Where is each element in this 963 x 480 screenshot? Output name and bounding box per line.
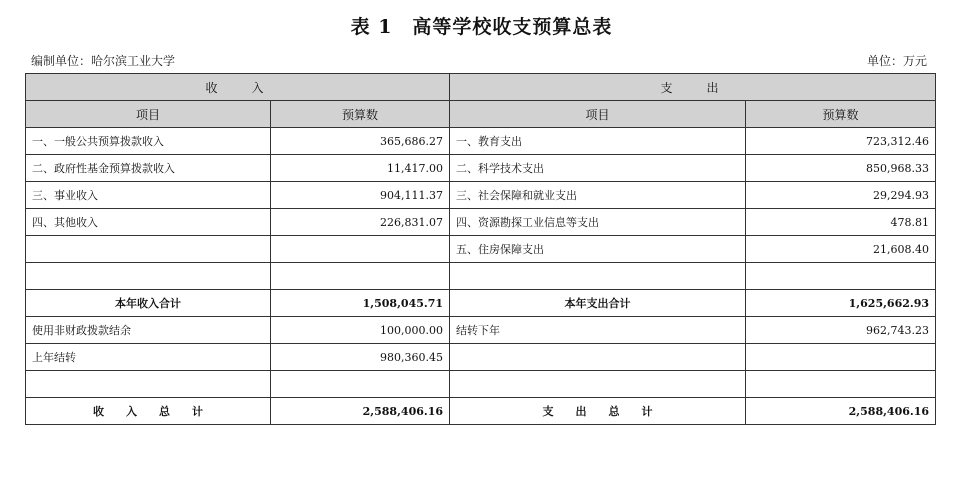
expense-item: 三、社会保障和就业支出	[450, 182, 746, 209]
expense-value: 962,743.23	[746, 317, 936, 344]
expense-item	[450, 344, 746, 371]
expense-section-header: 支出	[450, 74, 936, 101]
currency-unit: 单位：万元	[866, 54, 927, 68]
income-value: 904,111.37	[271, 182, 450, 209]
year-expense-total-value: 1,625,662.93	[746, 290, 936, 317]
expense-item: 一、教育支出	[450, 128, 746, 155]
expense-value: 29,294.93	[746, 182, 936, 209]
income-value: 226,831.07	[271, 209, 450, 236]
income-item: 三、事业收入	[26, 182, 271, 209]
income-item: 上年结转	[26, 344, 271, 371]
table-row	[26, 209, 936, 236]
table-row	[26, 317, 936, 344]
income-value: 11,417.00	[271, 155, 450, 182]
grand-expense-total-label: 支出总计	[450, 398, 746, 425]
expense-value	[746, 371, 936, 398]
income-section-header: 收入	[26, 74, 450, 101]
table-row	[26, 236, 936, 263]
compiling-unit: 编制单位：哈尔滨工业大学	[31, 54, 176, 68]
income-item: 二、政府性基金预算拨款收入	[26, 155, 271, 182]
income-item: 使用非财政拨款结余	[26, 317, 271, 344]
expense-value	[746, 263, 936, 290]
expense-value	[746, 344, 936, 371]
expense-value: 723,312.46	[746, 128, 936, 155]
expense-value: 21,608.40	[746, 236, 936, 263]
income-value: 980,360.45	[271, 344, 450, 371]
grand-total-row	[26, 398, 936, 425]
expense-amount-header: 预算数	[746, 101, 936, 128]
table-row	[26, 128, 936, 155]
year-income-total-value: 1,508,045.71	[271, 290, 450, 317]
expense-item: 结转下年	[450, 317, 746, 344]
year-total-row	[26, 290, 936, 317]
header-row-sections	[26, 74, 936, 101]
expense-item	[450, 371, 746, 398]
expense-item: 四、资源勘探工业信息等支出	[450, 209, 746, 236]
expense-item: 五、住房保障支出	[450, 236, 746, 263]
income-item: 四、其他收入	[26, 209, 271, 236]
income-item	[26, 371, 271, 398]
table-row	[26, 344, 936, 371]
income-value	[271, 236, 450, 263]
income-item: 一、一般公共预算拨款收入	[26, 128, 271, 155]
income-item-header: 项目	[26, 101, 271, 128]
income-value	[271, 371, 450, 398]
table-row	[26, 263, 936, 290]
income-value: 365,686.27	[271, 128, 450, 155]
year-income-total-label: 本年收入合计	[26, 290, 271, 317]
year-expense-total-label: 本年支出合计	[450, 290, 746, 317]
expense-value: 850,968.33	[746, 155, 936, 182]
table-row	[26, 182, 936, 209]
table-row	[26, 371, 936, 398]
grand-income-total-label: 收入总计	[26, 398, 271, 425]
expense-value: 478.81	[746, 209, 936, 236]
income-amount-header: 预算数	[271, 101, 450, 128]
expense-item	[450, 263, 746, 290]
header-row-columns	[26, 101, 936, 128]
budget-table	[25, 73, 936, 425]
expense-item: 二、科学技术支出	[450, 155, 746, 182]
income-value: 100,000.00	[271, 317, 450, 344]
table-row	[26, 155, 936, 182]
grand-income-total-value: 2,588,406.16	[271, 398, 450, 425]
grand-expense-total-value: 2,588,406.16	[746, 398, 936, 425]
income-value	[271, 263, 450, 290]
income-item	[26, 236, 271, 263]
expense-item-header: 项目	[450, 101, 746, 128]
table-title: 表 1 高等学校收支预算总表	[350, 16, 613, 38]
income-item	[26, 263, 271, 290]
